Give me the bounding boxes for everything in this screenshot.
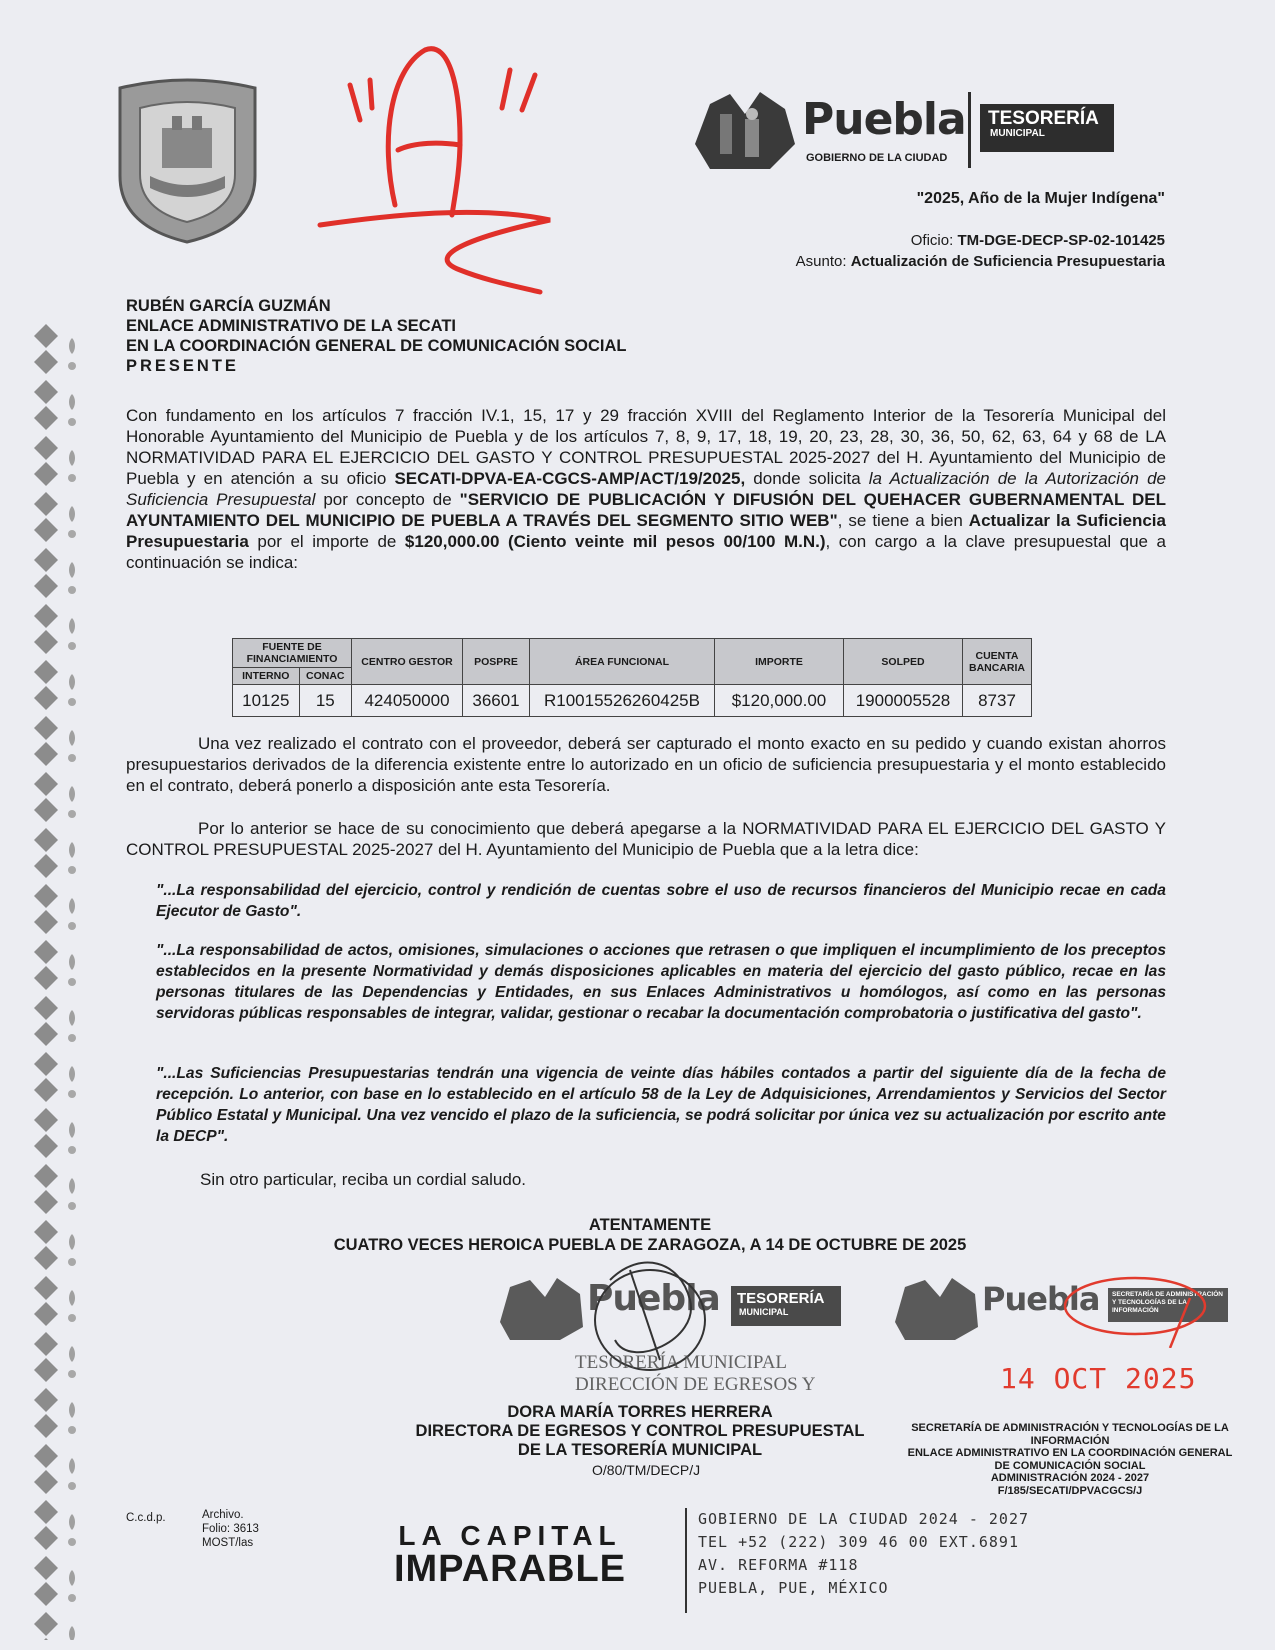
capital-imparable-logo: LA CAPITAL IMPARABLE	[393, 1520, 627, 1590]
oficio-block: Oficio: TM-DGE-DECP-SP-02-101425 Asunto: Actualización de Suficiencia Presupuestaria	[795, 232, 1165, 270]
quote-1: "...La responsabilidad del ejercicio, control y rendición de cuentas sobre el uso de recursos financieros del Municipio recae en cada Ejecutor de Gasto".	[156, 882, 1166, 920]
municipal-seal	[110, 76, 265, 246]
ccdp-label: C.c.d.p.	[126, 1512, 166, 1524]
logo-word: Puebla	[802, 94, 966, 145]
footer-divider	[685, 1508, 687, 1613]
place-date: CUATRO VECES HEROICA PUEBLA DE ZARAGOZA, A 14 DE OCTUBRE DE 2025	[333, 1236, 967, 1254]
quote-2: "...La responsabilidad de actos, omisiones, simulaciones o acciones que retrasen o que impliquen el incumplimiento de los preceptos establecidos en la presente Normatividad y demás disposiciones aplicables en materia del ejercicio del gasto público, recae en las personas titulares de las Dependencias y Entidades, en sus Enlaces Administrativos u homólogos, así como en las personas servidoras públicas responsables de integrar, validar, gestionar o recabar la documentación comprobatoria o justificativa del gasto".	[156, 942, 1166, 1022]
paragraph-3: Por lo anterior se hace de su conocimiento que deberá apegarse a la NORMATIVIDAD PARA EL EJERCICIO DEL GASTO Y CONTROL PRESUPUESTAL 2025-2027 del H. Ayuntamiento del Municipio de Puebla que a la letra dice:	[126, 819, 1166, 859]
contact-info: GOBIERNO DE LA CIUDAD 2024 - 2027 TEL +52 (222) 309 46 00 EXT.6891 AV. REFORMA #118 PUEBLA, PUE, MÉXICO	[698, 1510, 1030, 1597]
addressee: RUBÉN GARCÍA GUZMÁN ENLACE ADMINISTRATIVO DE LA SECATI EN LA COORDINACIÓN GENERAL DE COMUNICACIÓN SOCIAL PRESENTE	[126, 297, 627, 375]
logo-unit-box: TESORERÍA MUNICIPAL	[980, 104, 1114, 152]
addressee-name: RUBÉN GARCÍA GUZMÁN	[126, 297, 331, 315]
oficio-number: TM-DGE-DECP-SP-02-101425	[957, 232, 1165, 249]
paragraph-2: Una vez realizado el contrato con el proveedor, deberá ser capturado el monto exacto en su pedido y cuando existan ahorros presupuestarios derivados de la diferencia existente entre lo autorizado en un oficio de suficiencia presupuestaria y el monto establecido en el contrato, deberá ponerlo a disposición ante esta Tesorería.	[126, 734, 1166, 795]
stamp-text: TESORERÍA MUNICIPAL DIRECCIÓN DE EGRESOS Y	[575, 1352, 816, 1395]
archivo-block: Archivo. Folio: 3613 MOST/las	[202, 1509, 259, 1549]
receipt-logo: Puebla SECRETARÍA DE ADMINISTRACIÓN Y TECNOLOGÍAS DE LA INFORMACIÓN	[890, 1272, 1240, 1350]
logo-subtitle: GOBIERNO DE LA CIUDAD	[806, 152, 948, 164]
tesoreria-stamp: Puebla TESORERÍA MUNICIPAL	[495, 1272, 845, 1350]
receipt-info: SECRETARÍA DE ADMINISTRACIÓN Y TECNOLOGÍAS DE LA INFORMACIÓN ENLACE ADMINISTRATIVO EN LA COORDINACIÓN GENERAL DE COMUNICACIÓN SOCIAL ADMINISTRACIÓN 2024 - 2027 F/185/SECATI/DPVACGCS/J	[907, 1422, 1233, 1497]
budget-table: FUENTE DE FINANCIAMIENTO CENTRO GESTOR POSPRE ÁREA FUNCIONAL IMPORTE SOLPED CUENTA BANCARIA INTERNO CONAC 10125 15 424050000 36601 R10015526260425B $120,000.00 1900005528 8737	[232, 638, 1032, 717]
reference-code: O/80/TM/DECP/J	[592, 1462, 701, 1478]
signature-header: ATENTAMENTE CUATRO VECES HEROICA PUEBLA DE ZARAGOZA, A 14 DE OCTUBRE DE 2025	[300, 1215, 1000, 1255]
received-date-stamp: 14 OCT 2025	[1000, 1362, 1197, 1395]
quote-3: "...Las Suficiencias Presupuestarias tendrán una vigencia de veinte días hábiles contados a partir del siguiente día de la fecha de recepción. Lo anterior, con base en lo establecido en el artículo 58 de la Ley de Adquisiciones, Arrendamientos y Servicios del Sector Público Estatal y Municipal. Una vez vencido el plazo de la suficiencia, se podrá solicitar por única vez su actualización por escrito ante la DECP".	[156, 1065, 1166, 1145]
paragraph-1: Con fundamento en los artículos 7 fracción IV.1, 15, 17 y 29 fracción XVIII del Reglamento Interior de la Tesorería Municipal del Honorable Ayuntamiento del Municipio de Puebla y de los artículos 7, 8, 9, 17, 18, 19, 20, 23, 28, 30, 36, 50, 62, 63, 64 y 68 de LA NORMATIVIDAD PARA EL EJERCICIO DEL GASTO Y CONTROL PRESUPUESTAL 2025-2027 del H. Ayuntamiento del Municipio de Puebla y en atención a su oficio SECATI-DPVA-EA-CGCS-AMP/ACT/19/2025, donde solicita la Actualización de la Autorización de Suficiencia Presupuestal por concepto de "SERVICIO DE PUBLICACIÓN Y DIFUSIÓN DEL QUEHACER GUBERNAMENTAL DEL AYUNTAMIENTO DEL MUNICIPIO DE PUEBLA A TRAVÉS DEL SEGMENTO SITIO WEB", se tiene a bien Actualizar la Suficiencia Presupuestaria por el importe de $120,000.00 (Ciento veinte mil pesos 00/100 M.N.), con cargo a la clave presupuestal que a continuación se indica:	[126, 406, 1166, 572]
signer-name: DORA MARÍA TORRES HERRERA	[507, 1403, 773, 1421]
tesoreria-logo	[690, 80, 1160, 180]
th-fuente: FUENTE DE FINANCIAMIENTO	[233, 639, 352, 668]
closing: Sin otro particular, reciba un cordial saludo.	[200, 1170, 527, 1189]
asunto: Actualización de Suficiencia Presupuestaria	[850, 253, 1165, 270]
signer: DORA MARÍA TORRES HERRERA DIRECTORA DE EGRESOS Y CONTROL PRESUPUESTAL DE LA TESORERÍA MUNICIPAL	[380, 1403, 900, 1460]
table-row: 10125 15 424050000 36601 R10015526260425B $120,000.00 1900005528 8737	[233, 685, 1032, 717]
decorative-border	[32, 320, 88, 1640]
year-motto: "2025, Año de la Mujer Indígena"	[916, 190, 1165, 207]
handwritten-mark	[310, 30, 560, 300]
